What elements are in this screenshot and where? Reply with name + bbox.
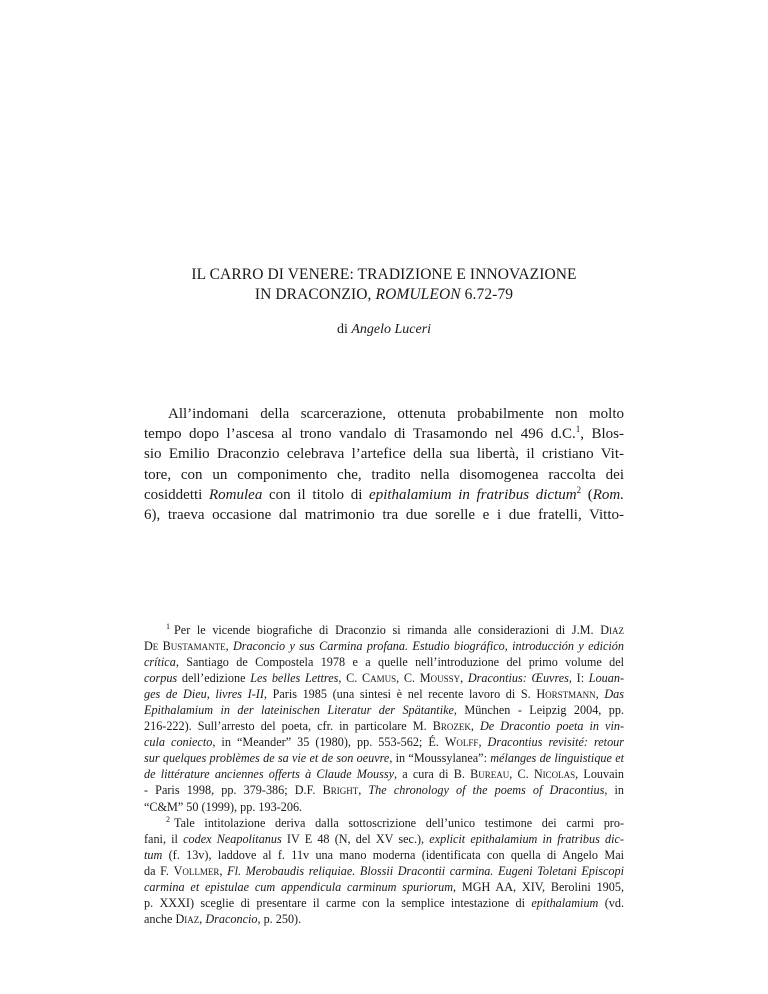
footnote-line: anche Diaz, Draconcio, p. 250). <box>144 911 302 926</box>
body-line: All’indomani della scarcerazione, ottenuta probabilmente non molto <box>168 406 624 422</box>
title-line-2: IN DRACONZIO, ROMULEON 6.72-79 <box>254 286 514 303</box>
footnote-mark: 1 <box>166 621 170 631</box>
footnote-ref[interactable]: 2 <box>576 484 582 495</box>
footnote-line: cula coniecto, in “Meander” 35 (1980), pp. 553-562; É. Wolff, Dracontius revisité: retour <box>144 735 625 750</box>
footnote-mark: 2 <box>166 814 170 824</box>
footnote-line: corpus dell’edizione Les belles Lettres, C. Camus, C. Moussy, Dracontius: Œuvres, I: Louan- <box>144 671 625 686</box>
body-paragraph <box>144 404 624 525</box>
footnote-line: - Paris 1998, pp. 379-386; D.F. Bright, The chronology of the poems of Dracontius, in <box>144 783 625 798</box>
footnote-line: 216-222). Sull’arresto del poeta, cfr. in particolare M. Brozek, De Dracontio poeta in vin- <box>144 719 625 734</box>
author-name: Angelo Luceri <box>351 322 432 337</box>
footnote-line: tum (f. 13v), laddove al f. 11v una mano moderna (identificata con quella di Angelo Mai <box>144 847 624 862</box>
footnote-line: “C&M” 50 (1999), pp. 193-206. <box>144 799 303 814</box>
footnote-line: carmina et epistulae cum appendicula carminum spuriorum, MGH AA, XIV, Berolini 1905, <box>144 879 624 894</box>
footnote-line: De Bustamante, Draconcio y sus Carmina profana. Estudio biográfico, introducción y edición <box>144 639 624 654</box>
footnote-line: fani, il codex Neapolitanus IV E 48 (N, del XV sec.), explicit epithalamium in fratribus dic- <box>144 831 624 846</box>
body-line: 6), traeva occasione dal matrimonio tra due sorelle e i due fratelli, Vitto- <box>144 507 624 524</box>
footnotes <box>144 622 624 927</box>
body-line: tore, con un componimento che, tradito nella disomogenea raccolta dei <box>144 466 624 483</box>
title-line-1: IL CARRO DI VENERE: TRADIZIONE E INNOVAZIONE <box>191 266 577 283</box>
footnote-line: crítica, Santiago de Compostela 1978 e a quelle nell’introduzione del primo volume del <box>144 655 624 670</box>
footnote-line: de littérature anciennes offerts à Claude Moussy, a cura di B. Bureau, C. Nicolas, Louvain <box>144 767 624 782</box>
footnote-line: Epithalamium in der lateinischen Literatur der Spätantike, München - Leipzig 2004, pp. <box>144 703 625 718</box>
article-title <box>150 265 618 305</box>
footnote-1: $^1$ Per le vicende biografiche di Draconzio si rimanda alle considerazioni di J.M. Diaz <box>166 621 624 637</box>
footnote-line: sur quelques problèmes de sa vie et de son oeuvre, in “Moussylanea”: mélanges de linguistique et <box>144 751 625 766</box>
body-line: sio Emilio Draconzio celebrava l’artefice della sua libertà, il cristiano Vit- <box>144 446 624 463</box>
footnote-2: $^2$ Tale intitolazione deriva dalla sottoscrizione dell’unico testimone dei carmi pro- <box>166 814 624 830</box>
footnote-line: ges de Dieu, livres I-II, Paris 1985 (una sintesi è nel recente lavoro di S. Horstmann, Das <box>144 687 625 702</box>
body-line: tempo dopo l’ascesa al trono vandalo di Trasamondo nel 496 d.C.$^1$, Blos- <box>144 424 625 443</box>
footnote-ref[interactable]: 1 <box>575 424 581 435</box>
footnote-line: p. XXXI) sceglie di presentare il carme con la semplice intestazione di epithalamium (vd. <box>144 895 624 910</box>
body-line: cosiddetti Romulea con il titolo di epithalamium in fratribus dictum$^2$ (Rom. <box>144 484 624 503</box>
footnote-line: da F. Vollmer, Fl. Merobaudis reliquiae. Blossii Dracontii carmina. Eugeni Toletani Episcopi <box>144 863 625 878</box>
author-byline: di Angelo Luceri <box>336 322 432 337</box>
